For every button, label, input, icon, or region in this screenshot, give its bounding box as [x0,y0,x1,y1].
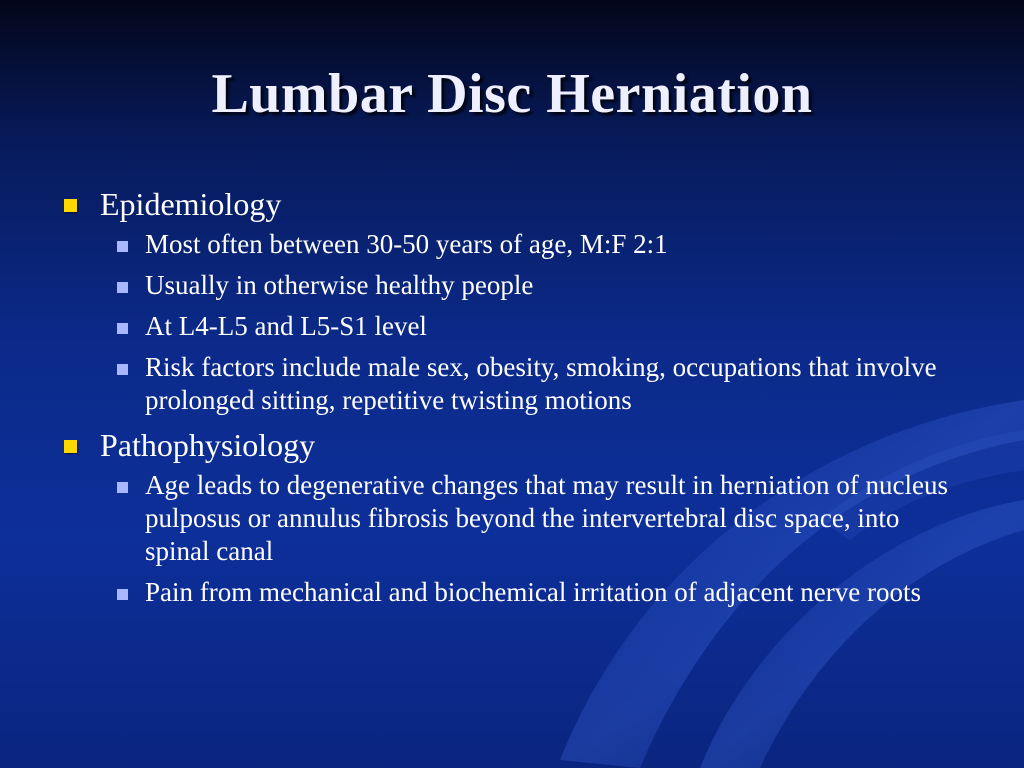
small-square-bullet-icon [117,241,128,252]
small-square-bullet-icon [117,589,128,600]
bullet-epidemiology [62,184,962,224]
bullet-pathophysiology [62,425,962,465]
list-item [62,310,962,343]
square-bullet-icon [64,440,77,453]
list-item-text: Pain from mechanical and biochemical irritation of adjacent nerve roots [145,577,921,607]
small-square-bullet-icon [117,364,128,375]
list-item [62,469,962,568]
list-item-text: Age leads to degenerative changes that may result in herniation of nucleus pulposus or annulus fibrosis beyond the intervertebral disc space, into spinal canal [145,470,948,566]
list-item [62,351,962,417]
list-item-text: At L4-L5 and L5-S1 level [145,311,427,341]
section-heading: Epidemiology [100,186,282,222]
epidemiology-list [62,228,962,417]
list-item [62,576,962,609]
section-heading: Pathophysiology [100,427,316,463]
list-item-text: Risk factors include male sex, obesity, smoking, occupations that involve prolonged sitting, repetitive twisting motions [145,352,937,415]
small-square-bullet-icon [117,323,128,334]
list-item [62,228,962,261]
pathophysiology-list [62,469,962,609]
slide-title: Lumbar Disc Herniation [211,63,813,125]
list-item [62,269,962,302]
square-bullet-icon [64,199,77,212]
small-square-bullet-icon [117,282,128,293]
small-square-bullet-icon [117,482,128,493]
list-item-text: Usually in otherwise healthy people [145,270,534,300]
list-item-text: Most often between 30-50 years of age, M:F 2:1 [145,229,668,259]
slide-body [62,180,962,617]
